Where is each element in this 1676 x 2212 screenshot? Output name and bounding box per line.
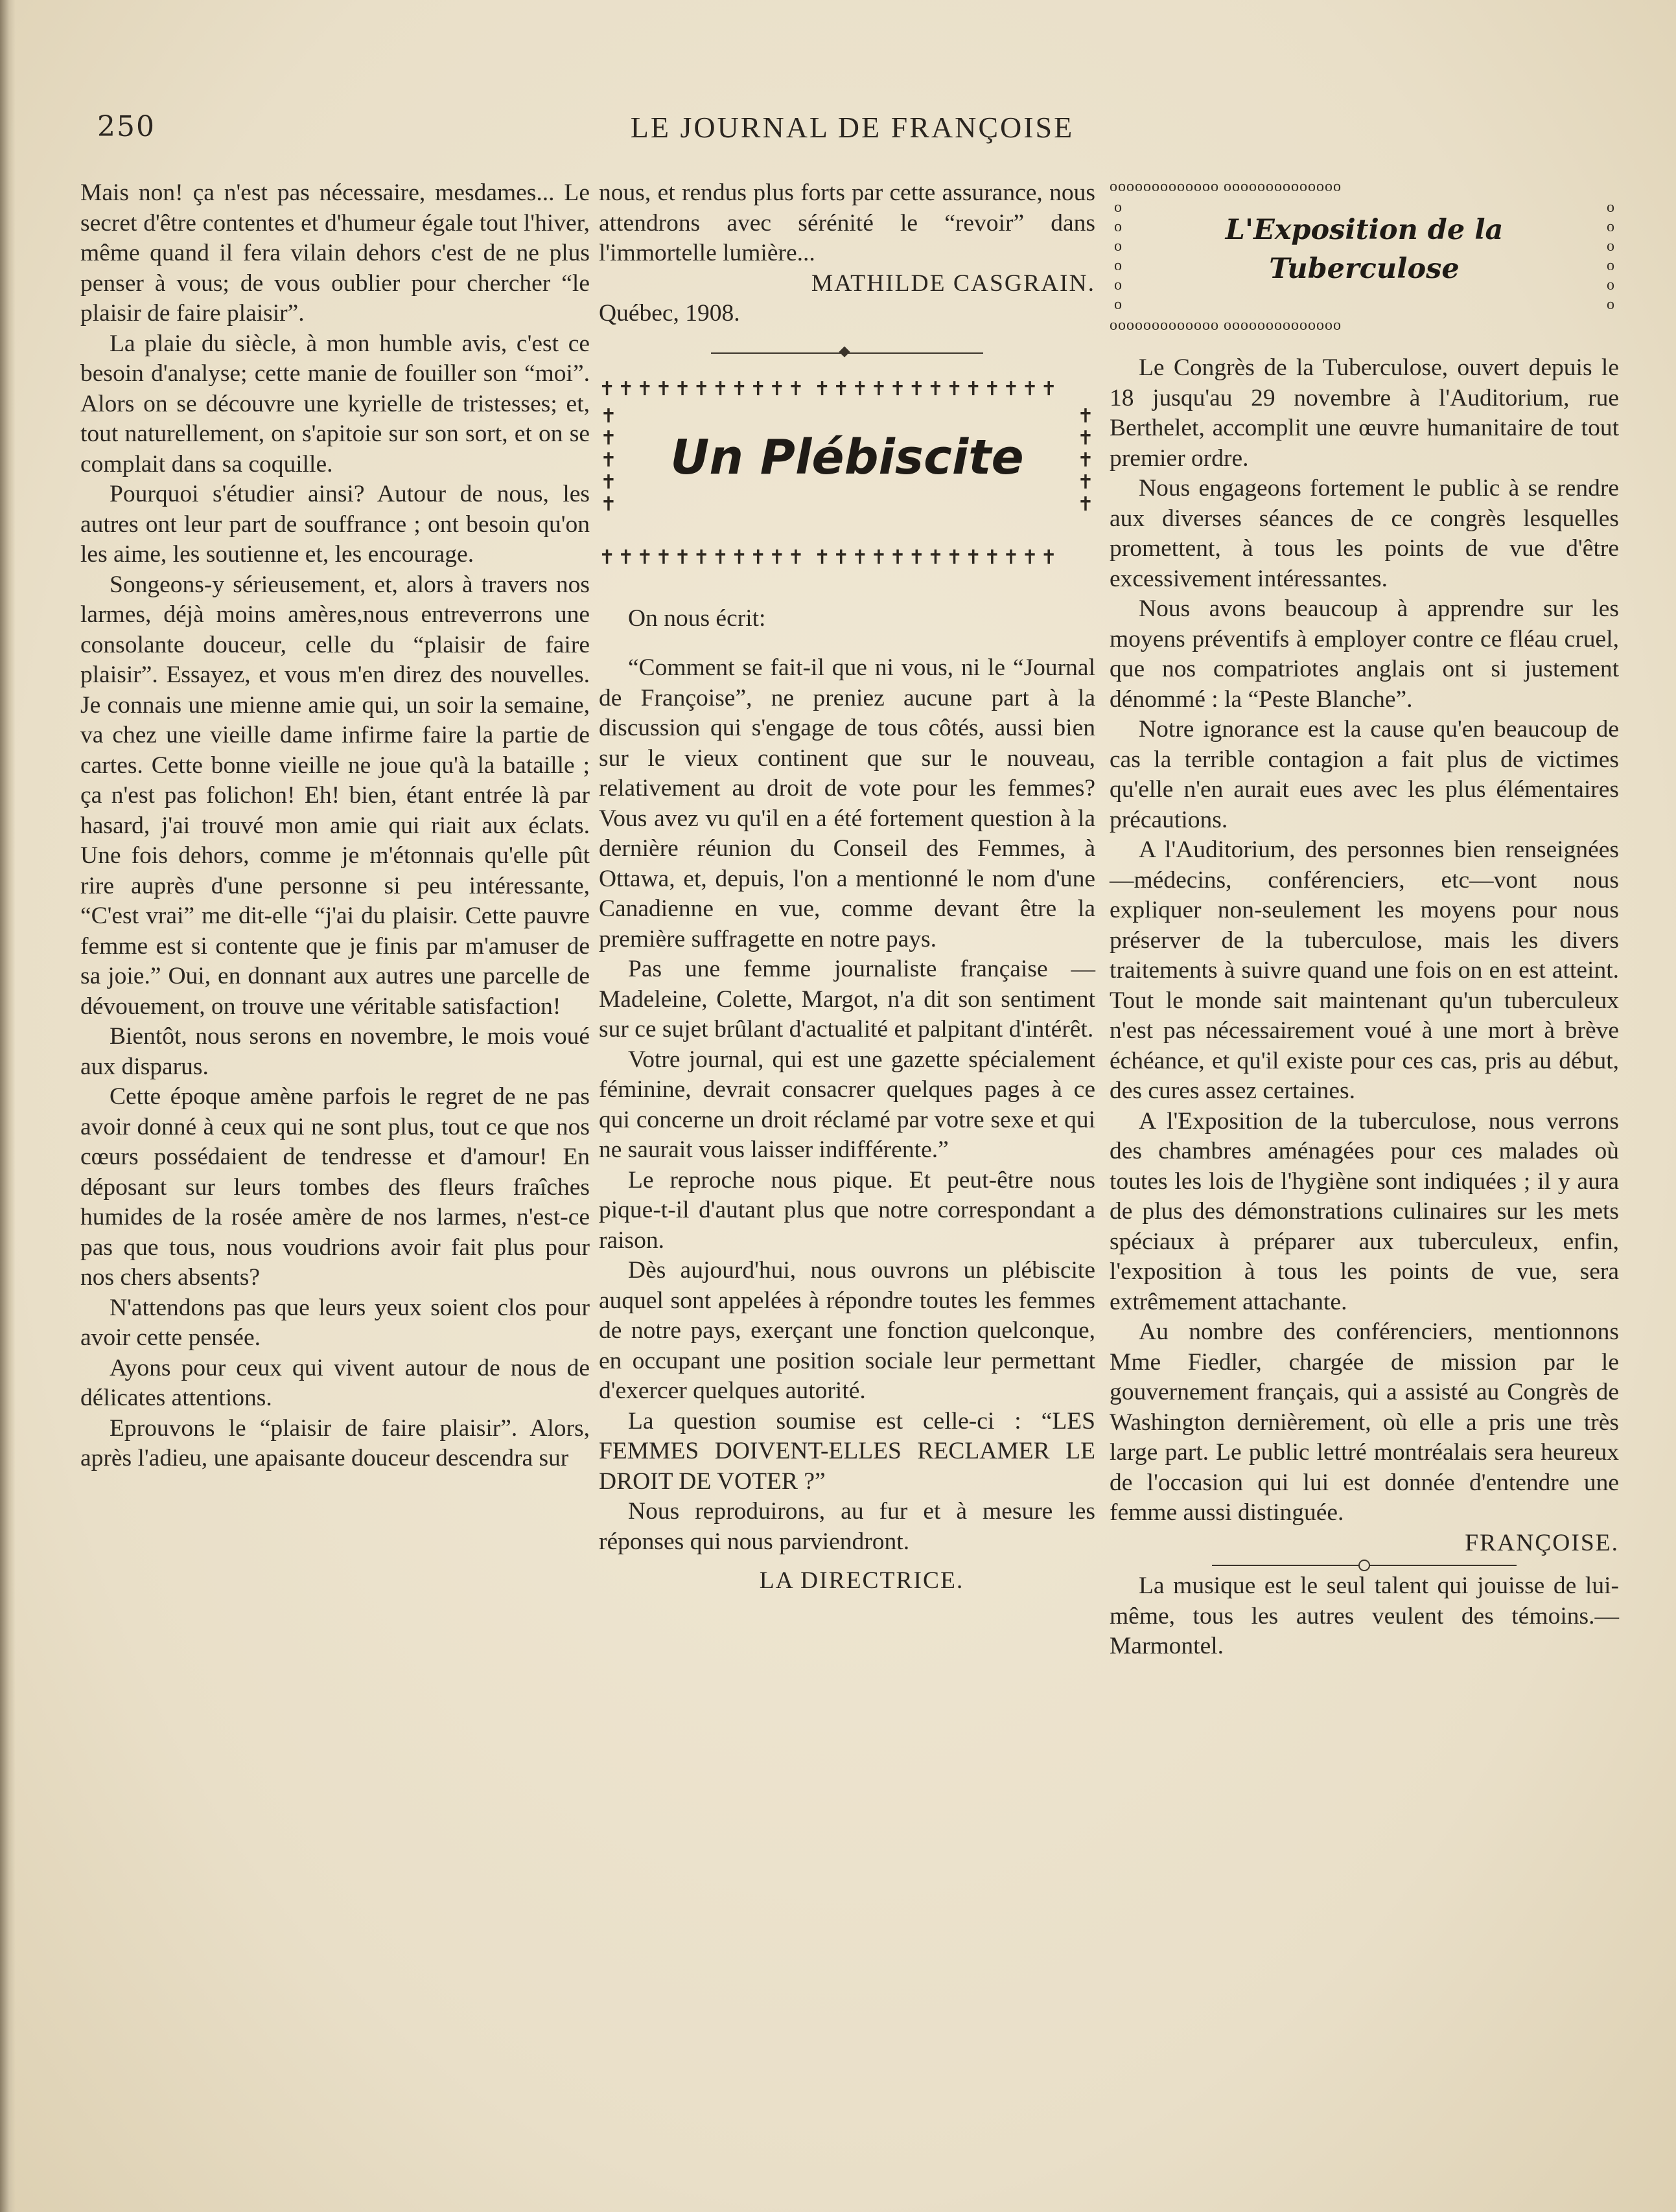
- circle-border-top: ooooooooooooo oooooooooooooo: [1110, 178, 1342, 195]
- plebiscite-title: Un Plébiscite: [670, 429, 1024, 485]
- plebiscite-paragraph: Le reproche nous pique. Et peut-être nous pique-t-il d'autant plus que notre correspondant a raison.: [599, 1166, 1095, 1254]
- circle-border-right: o o o o o o: [1607, 199, 1614, 313]
- plebiscite-paragraph: Pas une femme journaliste française — Madeleine, Colette, Margot, n'a dit son sentiment sur ce sujet brûlant d'actualité et palpitant d'intérêt.: [599, 956, 1095, 1043]
- signature-casgrain: MATHILDE CASGRAIN.: [811, 270, 1095, 297]
- col1-paragraph: Eprouvons le “plaisir de faire plaisir”. Alors, après l'adieu, une apaisante douceur descendra sur: [80, 1414, 590, 1471]
- col3-paragraph: Au nombre des conférenciers, mentionnons Mme Fiedler, chargée de mission par le gouvernement français, qui a assisté au Congrès de Washington dernièrement, où elle a pris une très large part. Le public lettré montréalais sera heureux de l'occasion qui lui est donnée d'entendre une femme aussi distinguée.: [1110, 1319, 1619, 1526]
- col3-paragraph: A l'Exposition de la tuberculose, nous verrons des chambres aménagées pour ces malades où toutes les lois de l'hygiène sont indiquées ; il y aura de plus des démonstrations culinaires sur les mets spéciaux à préparer aux tuberculeux, enfin, l'exposition à tous les points de vue, sera extrêmement attachante.: [1110, 1107, 1619, 1315]
- page-header: [97, 110, 1607, 156]
- plebiscite-paragraph: Nous reproduirons, au fur et à mesure les réponses qui nous parviendront.: [599, 1498, 1095, 1555]
- col3-paragraph: Nous avons beaucoup à apprendre sur les moyens préventifs à employer contre ce fléau cruel, que nos compatriotes anglais ont si justement dénommé : la “Peste Blanche”.: [1110, 595, 1619, 713]
- journal-title: LE JOURNAL DE FRANÇOISE: [630, 111, 1075, 144]
- cross-border-bottom: ✝✝✝✝✝✝✝✝✝✝✝ ✝✝✝✝✝✝✝✝✝✝✝✝✝: [599, 547, 1060, 568]
- plebiscite-paragraph: On nous écrit:: [628, 605, 766, 632]
- column-2: [599, 178, 1095, 1596]
- section-divider: [1212, 1565, 1517, 1566]
- col1-paragraph: Mais non! ça n'est pas nécessaire, mesdames... Le secret d'être contentes et d'humeur égale tout l'hiver, même quand il fera vilain dehors c'est de ne plus penser à vous; de vous oublier pour chercher “le plaisir de faire plaisir”.: [80, 179, 590, 327]
- col1-paragraph: Pourquoi s'étudier ainsi? Autour de nous, les autres ont leur part de souffrance ; ont besoin qu'on les aime, les soutienne et, les encourage.: [80, 481, 590, 568]
- tuberculose-title: L'Exposition de la Tuberculose: [1225, 214, 1504, 285]
- circle-border-bottom: ooooooooooooo oooooooooooooo: [1110, 317, 1342, 334]
- col3-paragraph: Nous engageons fortement le public à se rendre aux diverses séances de ce congrès lesquelles promettent, à tous les points de vue d'être excessivement intéressantes.: [1110, 475, 1619, 592]
- place-date: Québec, 1908.: [599, 300, 740, 327]
- plebiscite-paragraph: La question soumise est celle-ci : “LES FEMMES DOIVENT-ELLES RECLAMER LE DROIT DE VOTER ?”: [599, 1407, 1095, 1495]
- col1-paragraph: Ayons pour ceux qui vivent autour de nous de délicates attentions.: [80, 1354, 590, 1411]
- col3-paragraph: Le Congrès de la Tuberculose, ouvert depuis le 18 jusqu'au 29 novembre à l'Auditorium, rue Berthelet, accomplit une œuvre humanitaire de tout premier ordre.: [1110, 354, 1619, 472]
- plebiscite-paragraph: Votre journal, qui est une gazette spécialement féminine, devrait consacrer quelques pages à ce qui concerne un droit réclamé par votre sexe et qui ne saurait vous laisser indifférente.”: [599, 1046, 1095, 1163]
- signature-directrice: LA DIRECTRICE.: [759, 1567, 964, 1594]
- page-binding-edge: [0, 0, 16, 2212]
- col1-paragraph: Cette époque amène parfois le regret de ne pas avoir donné à ceux qui ne sont plus, tout ce que nos cœurs possédaient de tendresse et d'amour! En déposant sur leurs tombes des fleurs fraîches humides de la rosée amère de nos larmes, n'est-ce pas que tous, nous voudrions avoir fait plus pour nos chers absents?: [80, 1083, 590, 1291]
- tuberculose-title-box: [1110, 178, 1619, 334]
- signature-francoise: FRANÇOISE.: [1465, 1529, 1619, 1556]
- col1-paragraph: Bientôt, nous serons en novembre, le mois voué aux disparus.: [80, 1023, 590, 1080]
- marmontel-quote: La musique est le seul talent qui jouisse de lui-même, tous les autres veulent des témoins.—Marmontel.: [1110, 1573, 1619, 1659]
- plebiscite-paragraph: Dès aujourd'hui, nous ouvrons un plébiscite auquel sont appelées à répondre toutes les femmes de notre pays, exerçant une fonction quelconque, en occupant une position sociale leur permettant d'exercer quelques autorité.: [599, 1257, 1095, 1404]
- col3-paragraph: A l'Auditorium, des personnes bien renseignées—médecins, conférenciers, etc—vont nous expliquer non-seulement les moyens pour nous préserver de la tuberculose, mais les divers traitements à suivre quand une fois on en est atteint. Tout le monde sait maintenant qu'un tuberculeux n'est pas nécessairement voué à une mort à brève échéance, et qu'il existe pour ces cas, pris au début, des cures assez certaines.: [1110, 836, 1619, 1104]
- page-number: 250: [97, 110, 156, 143]
- plebiscite-title-box: [599, 380, 1095, 568]
- column-3: [1110, 178, 1619, 1662]
- col2-intro: nous, et rendus plus forts par cette assurance, nous attendrons avec sérénité le “revoir” dans l'immortelle lumière...: [599, 179, 1095, 266]
- col3-paragraph: Notre ignorance est la cause qu'en beaucoup de cas la terrible contagion a fait plus de victimes qu'elle n'en aurait eues avec les plus élémentaires précautions.: [1110, 716, 1619, 833]
- column-1: [80, 178, 590, 1474]
- cross-border-top: ✝✝✝✝✝✝✝✝✝✝✝ ✝✝✝✝✝✝✝✝✝✝✝✝✝: [599, 379, 1060, 399]
- cross-border-left: ✝ ✝ ✝ ✝ ✝: [600, 405, 617, 515]
- plebiscite-paragraph: “Comment se fait-il que ni vous, ni le “Journal de Françoise”, ne preniez aucune part à la discussion qui s'engage de tous côtés, aussi bien sur le vieux continent que sur le nouveau, relativement au droit de vote pour les femmes? Vous avez vu qu'il en a été fortement question à la dernière réunion du Conseil des Femmes, à Ottawa, et, depuis, l'on a mentionné le nom d'une Canadienne en vue, comme devant être la première suffragette en notre pays.: [599, 654, 1095, 952]
- section-divider: [711, 352, 983, 354]
- cross-border-right: ✝ ✝ ✝ ✝ ✝: [1077, 405, 1094, 515]
- col1-paragraph: N'attendons pas que leurs yeux soient clos pour avoir cette pensée.: [80, 1294, 590, 1351]
- col1-paragraph: Songeons-y sérieusement, et, alors à travers nos larmes, déjà moins amères,nous entreverrons une consolante douceur, celle du “plaisir de faire plaisir”. Essayez, et vous m'en direz des nouvelles. Je connais une mienne amie qui, un soir la semaine, va chez une vieille dame infirme faire la partie de cartes. Cette bonne vieille ne joue qu'à la bataille ; ça n'est pas folichon! Eh! bien, étant entrée là par hasard, j'ai trouvé mon amie qui riait aux éclats. Une fois dehors, comme je m'étonnais qu'elle pût rire auprès d'une personne si peu intéressante, “C'est vrai” me dit-elle “j'ai du plaisir. Cette pauvre femme est si contente que je finis par m'amuser de sa joie.” Oui, en donnant aux autres une parcelle de dévouement, on trouve une véritable satisfaction!: [80, 571, 590, 1020]
- col1-paragraph: La plaie du siècle, à mon humble avis, c'est ce besoin d'analyse; cette manie de fouiller son “moi”. Alors on se découvre une kyrielle de tristesses; et, tout naturellement, on s'apitoie sur son sort, et on se complait dans sa coquille.: [80, 330, 590, 478]
- circle-border-left: o o o o o o: [1114, 199, 1122, 313]
